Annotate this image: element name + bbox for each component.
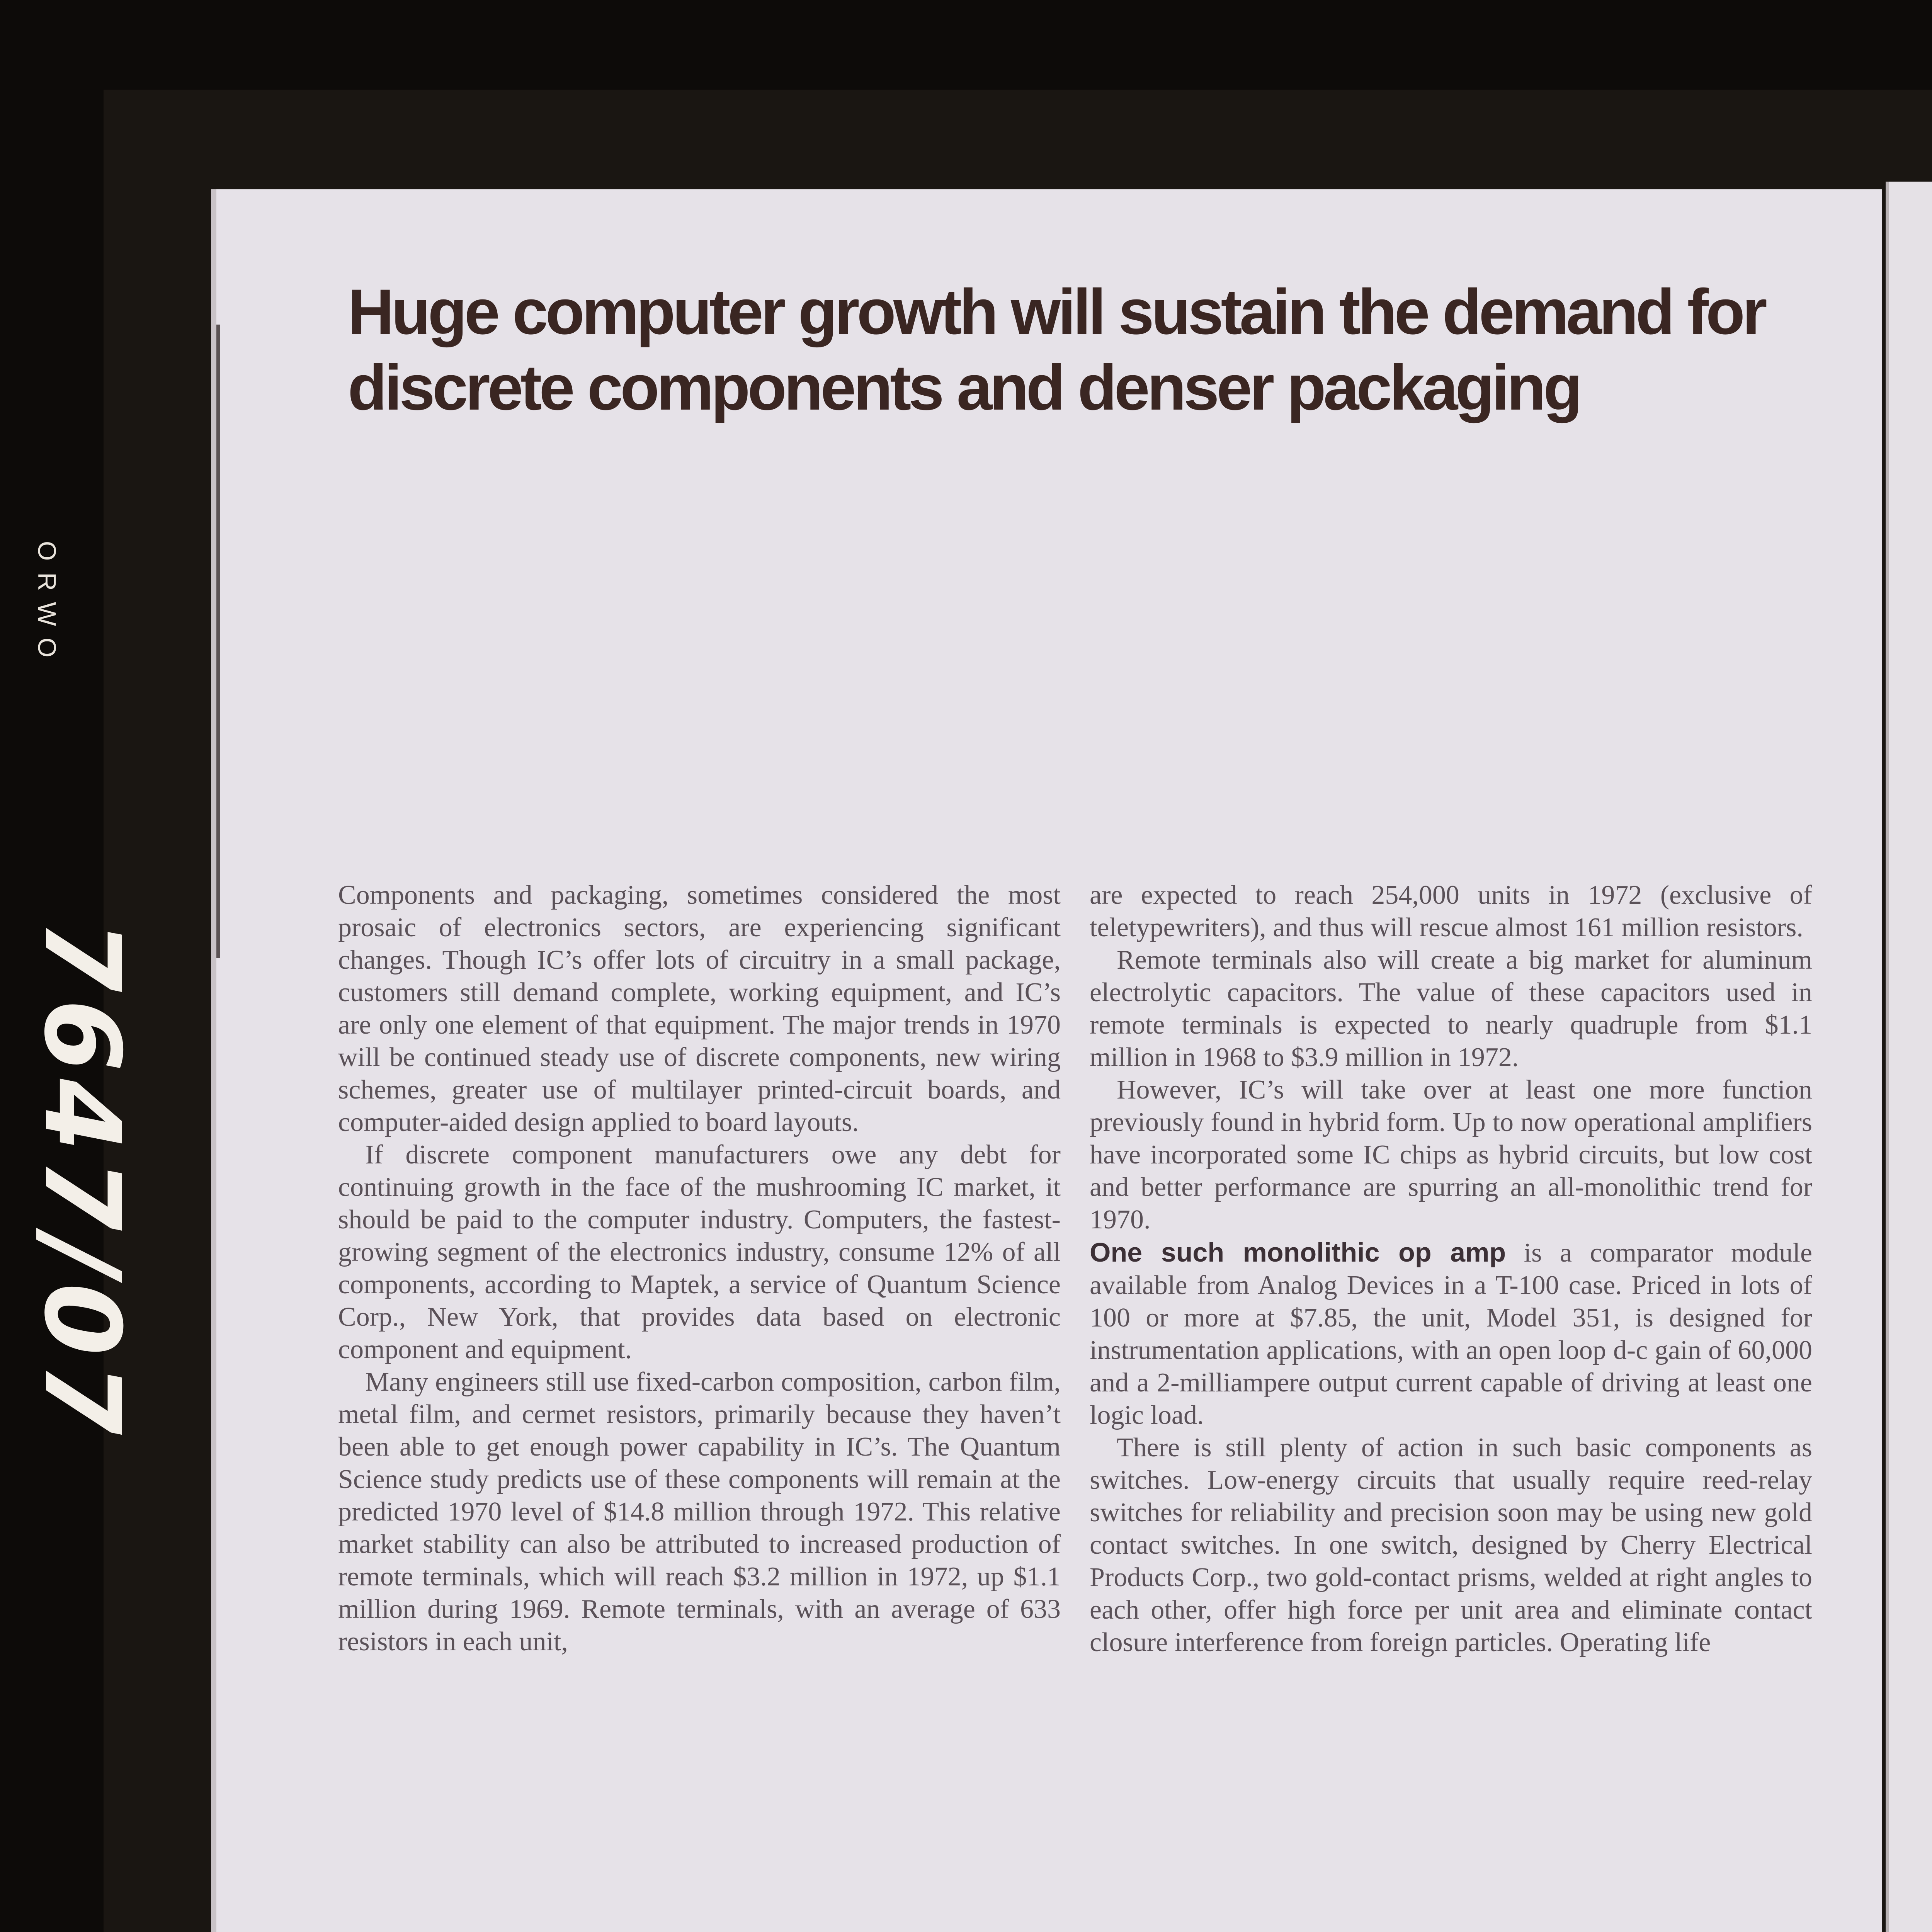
article-paragraph: Many engineers still use fixed-carbon composition, carbon film, metal film, and cermet resistors, primarily because they haven’t been able to get enough power capability in IC’s. The Quantum Science study predicts use of these components will remain at the predicted 1970 level of $14.8 million through 1972. This relative market stability can also be attributed to increased production of remote terminals, which will reach $3.2 million in 1972, up $1.1 million during 1969. Remote terminals, with an average of 633 resistors in each unit,	[338, 1367, 1061, 1656]
page-binding-rule	[216, 325, 220, 958]
film-edge-label: ORWO	[33, 541, 61, 669]
article-left-column	[338, 879, 1061, 1658]
article-paragraph: are expected to reach 254,000 units in 1972 (exclusive of teletypewriters), and thus will rescue almost 161 million resistors.	[1090, 880, 1812, 942]
run-in-heading: One such monolithic op amp	[1090, 1237, 1506, 1267]
magazine-page	[216, 189, 1882, 1932]
article-right-column	[1090, 879, 1812, 1659]
article-paragraph: Components and packaging, sometimes considered the most prosaic of electronics sectors, are experiencing significant changes. Though IC’s offer lots of circuitry in a small package, customers still demand complete, working equipment, and IC’s are only one element of that equipment. The major trends in 1970 will be continued steady use of discrete components, new wiring schemes, greater use of multilayer printed-circuit boards, and computer-aided design applied to board layouts.	[338, 880, 1061, 1137]
article-paragraph: However, IC’s will take over at least one more function previously found in hybrid form. Up to now operational amplifiers have incorporated some IC chips as hybrid circuits, but low cost and better performance are spurring an all-monolithic trend for 1970.	[1090, 1075, 1812, 1235]
article-paragraph: There is still plenty of action in such basic components as switches. Low-energy circuits that usually require reed-relay switches for reliability and precision soon may be using new gold contact switches. In one switch, designed by Cherry Electrical Products Corp., two gold-contact prisms, welded at right angles to each other, offer high force per unit area and eliminate contact closure interference from foreign particles. Operating life	[1090, 1433, 1812, 1657]
article-paragraph: Remote terminals also will create a big market for aluminum electrolytic capacitors. The value of these capacitors used in remote terminals is expected to nearly quadruple from $1.1 million in 1968 to $3.9 million in 1972.	[1090, 945, 1812, 1072]
article-paragraph	[1090, 1236, 1812, 1432]
article-paragraph: If discrete component manufacturers owe any debt for continuing growth in the face of the mushrooming IC market, it should be paid to the computer industry. Computers, the fastest-growing segment of the electronics industry, consume 12% of all components, according to Maptek, a service of Quantum Science Corp., New York, that provides data based on electronic component and equipment.	[338, 1140, 1061, 1364]
next-page-edge	[1886, 182, 1932, 1932]
film-handwritten-id: 7647/07	[21, 920, 143, 1442]
run-in-paragraph-text: is a comparator module available from Analog Devices in a T-100 case. Priced in lots of 100 or more at $7.85, the unit, Model 351, is designed for instrumentation applications, with an open loop d-c gain of 60,000 and a 2-milliampere output current capable of driving at least one logic load.	[1090, 1238, 1813, 1430]
article-headline: Huge computer growth will sustain the demand for discrete components and denser packaging	[348, 276, 1765, 423]
